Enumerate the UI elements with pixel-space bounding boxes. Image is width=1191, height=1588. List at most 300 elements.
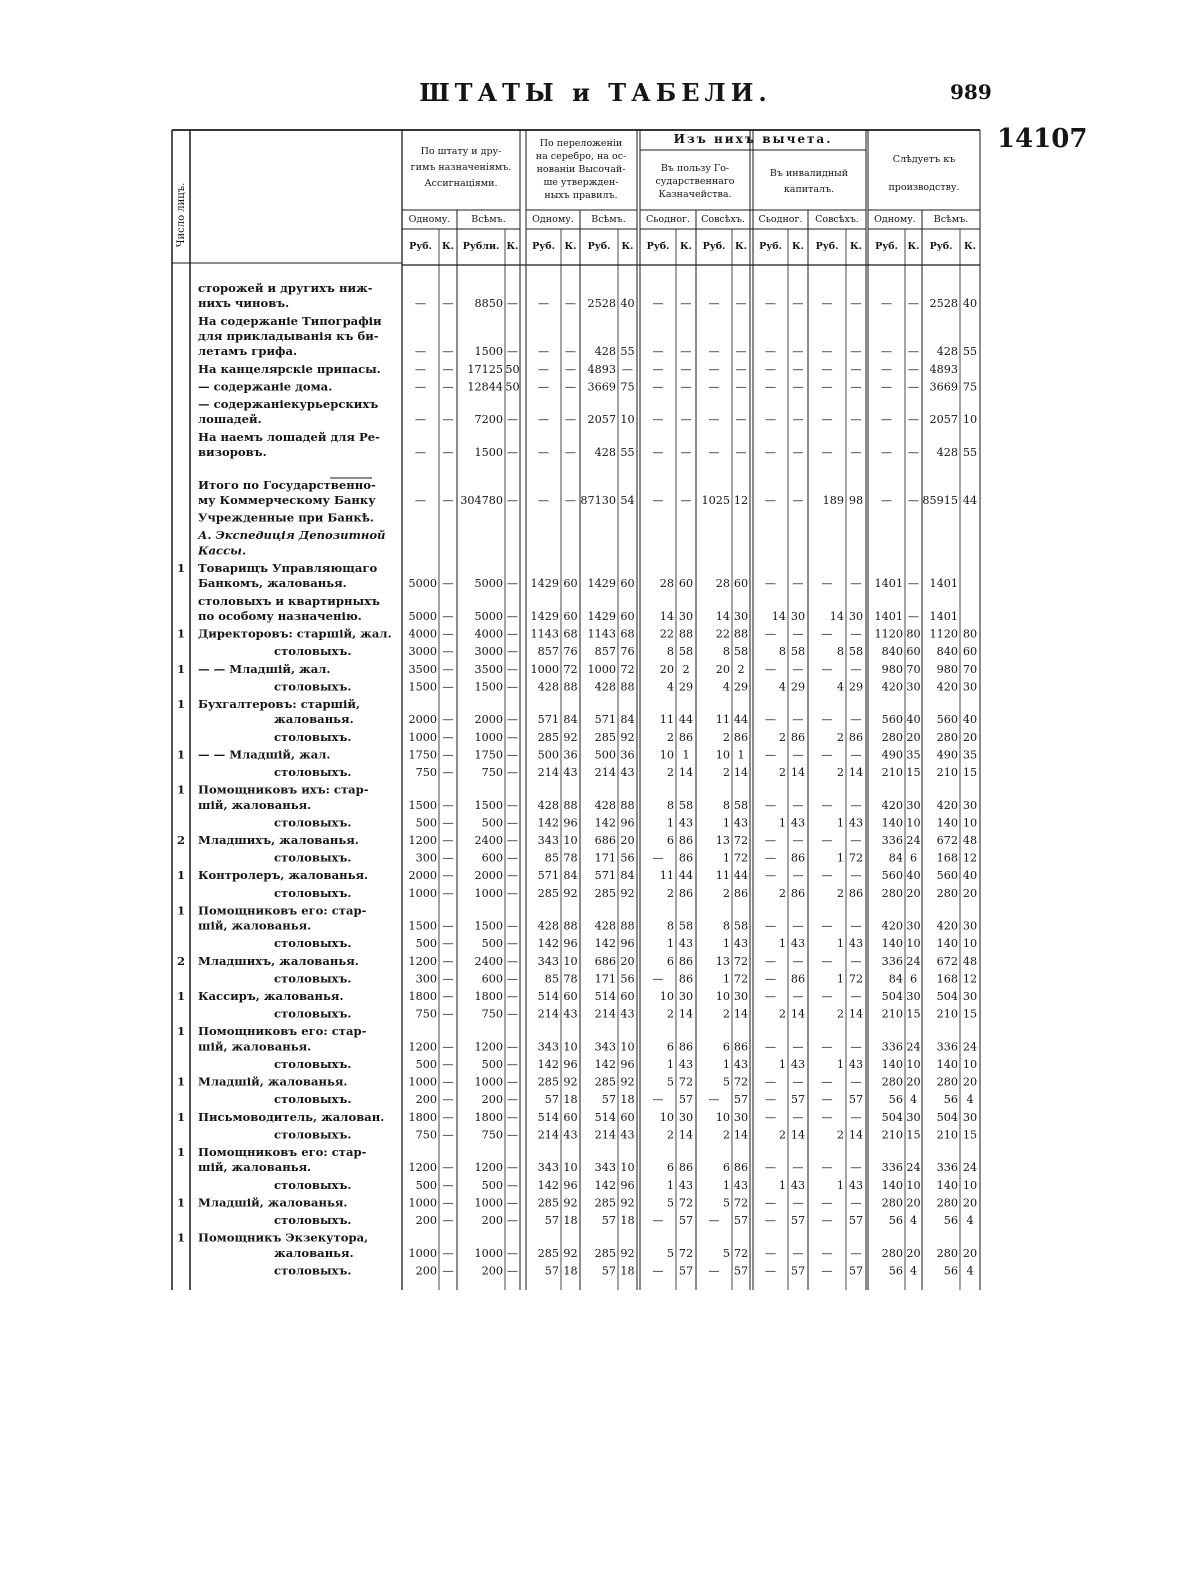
cell-value: 4 <box>909 1214 918 1227</box>
cell-value: 30 <box>906 798 921 812</box>
cell-dash: — <box>792 1110 804 1124</box>
subheader-label: Одному. <box>408 214 451 225</box>
cell-value: 15 <box>906 1007 921 1021</box>
cell-value: 142 <box>537 816 559 830</box>
cell-value: 92 <box>620 886 635 900</box>
cell-dash: — <box>792 869 804 883</box>
cell-dash: — <box>821 1040 833 1054</box>
cell-value: 140 <box>881 816 903 830</box>
cell-value: 88 <box>620 680 635 694</box>
cell-value: 1143 <box>530 627 559 641</box>
cell-dash: — <box>652 446 664 459</box>
cell-value: 1120 <box>874 627 903 641</box>
cell-value: 60 <box>678 577 694 591</box>
row-description: визоровъ. <box>198 445 267 459</box>
cell-value: 5 <box>666 1246 674 1260</box>
cell-value: 56 <box>943 1093 958 1107</box>
cell-dash: — <box>680 345 692 359</box>
cell-dash: — <box>652 362 664 376</box>
cell-value: 60 <box>563 577 578 591</box>
cell-value: 84 <box>563 713 578 727</box>
row-description: Письмоводитель, жалован. <box>198 1109 385 1124</box>
cell-dash: — <box>792 297 804 311</box>
cell-dash: — <box>506 816 519 830</box>
cell-value: 210 <box>936 766 958 779</box>
cell-value: 280 <box>936 1196 958 1210</box>
cell-value: 420 <box>936 798 958 812</box>
cell-dash: — <box>442 886 454 900</box>
cell-value: 86 <box>678 954 694 968</box>
cell-dash: — <box>792 1246 804 1260</box>
unit-label: К. <box>506 241 519 252</box>
cell-value: 428 <box>594 345 616 359</box>
cell-dash: — <box>506 954 519 968</box>
row-count: 1 <box>176 626 186 641</box>
cell-value: 1429 <box>587 577 616 591</box>
cell-value: 11 <box>659 713 674 727</box>
cell-value: 44 <box>678 713 694 727</box>
cell-dash: — <box>821 413 833 427</box>
cell-value: 200 <box>481 1093 503 1107</box>
cell-value: 12844 <box>467 380 503 394</box>
cell-value: 1200 <box>408 954 437 968</box>
row-description: — — Младшій, жал. <box>198 661 331 676</box>
cell-value: 2 <box>778 730 786 744</box>
cell-value: 40 <box>906 713 921 727</box>
cell-value: 1401 <box>929 577 958 591</box>
cell-value: 560 <box>881 869 903 883</box>
cell-value: 24 <box>962 1161 978 1175</box>
cell-value: 43 <box>678 937 694 951</box>
cell-value: 14 <box>733 1128 749 1142</box>
cell-dash: — <box>821 1196 833 1210</box>
row-description: — — Младшій, жал. <box>198 747 331 762</box>
cell-value: 285 <box>594 1075 616 1089</box>
cell-value: 58 <box>678 798 694 812</box>
cell-dash: — <box>537 362 550 376</box>
cell-value: 84 <box>620 869 635 883</box>
row-count: 1 <box>176 782 186 797</box>
cell-dash: — <box>821 1093 833 1107</box>
cell-dash: — <box>506 680 519 694</box>
cell-value: 20 <box>620 954 635 968</box>
cell-value: 4000 <box>408 627 437 641</box>
cell-value: 500 <box>415 1058 437 1071</box>
unit-label: Руб. <box>409 241 432 252</box>
cell-value: 70 <box>962 662 978 676</box>
cell-dash: — <box>506 919 519 933</box>
cell-value: 686 <box>594 834 616 847</box>
cell-value: 86 <box>790 972 806 986</box>
cell-dash: — <box>907 494 920 507</box>
cell-dash: — <box>850 627 862 641</box>
cell-value: 1 <box>666 937 674 951</box>
cell-value: 30 <box>962 680 978 694</box>
cell-dash: — <box>850 1040 862 1054</box>
cell-dash: — <box>506 413 519 427</box>
row-count: 1 <box>176 1109 186 1124</box>
side-number: 14107 <box>997 124 1088 154</box>
cell-dash: — <box>506 1110 519 1124</box>
cell-dash: — <box>907 446 920 459</box>
cell-value: 2528 <box>929 297 958 311</box>
cell-value: 2000 <box>474 869 503 883</box>
cell-value: 30 <box>962 798 978 812</box>
cell-value: 72 <box>563 662 578 676</box>
cell-value: 30 <box>962 990 978 1003</box>
cell-value: 20 <box>715 662 730 676</box>
cell-value: 168 <box>936 851 958 865</box>
cell-value: 40 <box>620 297 635 311</box>
cell-value: 1000 <box>408 886 437 900</box>
row-description: Помощниковъ ихъ: стар- <box>198 782 369 797</box>
cell-value: 75 <box>962 380 978 394</box>
cell-value: 30 <box>678 990 694 1003</box>
cell-dash: — <box>764 413 777 427</box>
cell-value: 1000 <box>474 1196 503 1210</box>
cell-value: 2 <box>722 1007 730 1021</box>
cell-dash: — <box>764 1075 777 1089</box>
cell-dash: — <box>564 446 577 459</box>
unit-label: Руб. <box>875 241 898 252</box>
cell-value: 600 <box>481 972 503 986</box>
row-description: Итого по Государственно- <box>198 477 376 492</box>
cell-dash: — <box>792 990 804 1003</box>
cell-dash: — <box>506 834 519 847</box>
cell-value: 280 <box>881 1075 903 1089</box>
cell-value: 142 <box>594 816 616 830</box>
cell-dash: — <box>764 446 777 459</box>
cell-value: 24 <box>962 1040 978 1054</box>
cell-value: 43 <box>733 1058 749 1071</box>
cell-value: 3669 <box>587 380 616 394</box>
cell-value: 56 <box>943 1214 958 1227</box>
unit-label: Руб. <box>759 241 782 252</box>
cell-dash: — <box>442 869 454 883</box>
cell-value: 11 <box>715 713 730 727</box>
cell-dash: — <box>506 1196 519 1210</box>
row-count: 1 <box>176 1145 186 1159</box>
cell-value: 72 <box>678 1246 694 1260</box>
cell-dash: — <box>442 494 454 507</box>
cell-value: 420 <box>936 680 958 694</box>
cell-value: 88 <box>563 798 578 812</box>
row-description: столовыхъ. <box>274 679 352 694</box>
cell-value: 2000 <box>474 713 503 727</box>
cell-value: 86 <box>733 1040 749 1054</box>
cell-dash: — <box>414 297 427 311</box>
unit-label: К. <box>442 241 454 252</box>
cell-dash: — <box>850 1196 862 1210</box>
cell-value: 5000 <box>474 610 503 623</box>
cell-dash: — <box>850 1075 862 1089</box>
page-title: ШТАТЫ и ТАБЕЛИ. <box>419 78 772 107</box>
cell-value: 86 <box>678 851 694 865</box>
cell-value: 10 <box>563 1040 578 1054</box>
cell-value: 280 <box>881 730 903 744</box>
cell-value: 17125 <box>467 362 503 376</box>
cell-value: 2 <box>836 766 844 779</box>
cell-value: 214 <box>594 1007 616 1021</box>
cell-value: 750 <box>481 766 503 779</box>
subheader-label: Сьодног. <box>758 214 803 225</box>
cell-dash: — <box>506 610 519 623</box>
cell-value: 1200 <box>408 834 437 847</box>
cell-value: 5 <box>722 1246 730 1260</box>
cell-dash: — <box>506 990 519 1003</box>
cell-value: 20 <box>906 730 921 744</box>
cell-value: 8 <box>666 645 674 659</box>
cell-value: 84 <box>888 851 903 865</box>
cell-dash: — <box>821 748 833 762</box>
cell-value: 1 <box>722 937 730 951</box>
cell-dash: — <box>442 1264 454 1278</box>
cell-value: 30 <box>848 610 864 623</box>
cell-value: 14 <box>848 1007 864 1021</box>
cell-value: 92 <box>563 730 578 744</box>
cell-value: 24 <box>906 954 921 968</box>
cell-value: 10 <box>659 1110 674 1124</box>
cell-value: 98 <box>848 494 864 507</box>
cell-value: 58 <box>733 919 749 933</box>
unit-label: Руб. <box>815 241 839 252</box>
cell-value: 10 <box>906 816 921 830</box>
header-silver: нованіи Высочай- <box>536 164 626 175</box>
cell-value: 750 <box>415 766 437 779</box>
header-invalid: капиталъ. <box>783 184 835 195</box>
cell-value: 1 <box>836 1058 844 1071</box>
cell-value: 285 <box>537 886 559 900</box>
cell-value: 4 <box>666 680 674 694</box>
cell-value: 4 <box>836 680 844 694</box>
cell-value: 2 <box>666 766 674 779</box>
cell-value: 58 <box>678 919 694 933</box>
cell-value: 57 <box>601 1214 616 1227</box>
cell-value: 142 <box>537 937 559 951</box>
cell-value: 214 <box>594 766 616 779</box>
row-count: 1 <box>176 903 186 918</box>
cell-value: 57 <box>544 1214 559 1227</box>
cell-value: 2 <box>836 1128 844 1142</box>
cell-value: 30 <box>906 919 921 933</box>
cell-value: 140 <box>936 937 958 951</box>
cell-value: 285 <box>594 1196 616 1210</box>
cell-dash: — <box>764 345 777 359</box>
cell-value: 214 <box>537 1007 559 1021</box>
cell-value: 285 <box>537 1196 559 1210</box>
row-description: шій, жалованья. <box>198 1160 312 1175</box>
cell-value: 92 <box>620 1196 635 1210</box>
row-description: Младшихъ, жалованья. <box>198 833 359 847</box>
subheader-label: Одному. <box>874 214 916 225</box>
cell-value: 1 <box>666 1178 674 1192</box>
cell-dash: — <box>564 345 577 359</box>
cell-value: 500 <box>481 1058 503 1071</box>
cell-value: 54 <box>620 494 635 507</box>
cell-value: 8 <box>666 919 674 933</box>
cell-value: 500 <box>481 1178 503 1192</box>
cell-value: 4000 <box>474 627 503 641</box>
cell-value: 200 <box>415 1264 437 1278</box>
cell-value: 60 <box>906 645 921 659</box>
cell-value: 96 <box>563 1178 578 1192</box>
cell-value: 1 <box>666 1058 674 1071</box>
cell-value: 10 <box>620 1040 635 1054</box>
cell-value: 14 <box>790 1007 806 1021</box>
cell-dash: — <box>537 494 550 507</box>
cell-value: 57 <box>678 1264 694 1278</box>
cell-value: 490 <box>881 748 903 762</box>
cell-dash: — <box>414 446 427 459</box>
cell-dash: — <box>850 990 862 1003</box>
row-description: Товарищъ Управляющаго <box>198 561 378 575</box>
cell-dash: — <box>821 345 833 359</box>
cell-value: 285 <box>594 730 616 744</box>
cell-value: 40 <box>906 869 921 883</box>
cell-dash: — <box>680 380 692 394</box>
row-description: На канцелярскіе припасы. <box>198 361 381 376</box>
header-silver: ше утвержден- <box>543 177 619 188</box>
row-description: столовыхъ. <box>274 1006 352 1021</box>
cell-value: 85 <box>544 851 559 865</box>
cell-dash: — <box>792 713 804 727</box>
subheader-label: Одному. <box>532 214 574 225</box>
cell-value: 55 <box>620 345 635 359</box>
cell-value: 43 <box>790 937 806 951</box>
cell-value: 40 <box>962 713 978 727</box>
cell-dash: — <box>442 1110 454 1124</box>
cell-value: 56 <box>888 1093 903 1107</box>
cell-value: 14 <box>678 1007 694 1021</box>
cell-value: 29 <box>790 680 806 694</box>
cell-value: 86 <box>678 1040 694 1054</box>
cell-value: 60 <box>620 990 635 1003</box>
cell-value: 1500 <box>408 680 437 694</box>
cell-value: 10 <box>962 1058 978 1071</box>
cell-value: 12 <box>733 494 749 507</box>
unit-label: К. <box>907 241 920 252</box>
row-description: столовыхъ. <box>274 1213 352 1227</box>
cell-dash: — <box>850 297 862 311</box>
cell-dash: — <box>680 297 692 311</box>
cell-dash: — <box>442 748 454 762</box>
cell-value: 8 <box>722 798 730 812</box>
cell-value: 72 <box>733 834 749 847</box>
row-description: Помощникъ Экзекутора, <box>198 1230 369 1245</box>
cell-value: 57 <box>790 1214 806 1227</box>
cell-value: 86 <box>733 730 749 744</box>
cell-value: 672 <box>936 954 958 968</box>
cell-value: 1000 <box>474 886 503 900</box>
cell-value: 10 <box>906 1058 921 1071</box>
cell-dash: — <box>850 362 862 376</box>
cell-value: 142 <box>594 937 616 951</box>
row-count: 2 <box>176 833 186 847</box>
cell-value: 1120 <box>929 627 958 641</box>
cell-dash: — <box>442 766 454 779</box>
cell-value: 1401 <box>874 577 903 591</box>
cell-dash: — <box>792 362 804 376</box>
cell-value: 10 <box>715 1110 730 1124</box>
cell-value: 343 <box>537 1040 559 1054</box>
cell-value: 3000 <box>474 645 503 659</box>
cell-value: 1025 <box>701 494 730 507</box>
cell-dash: — <box>821 919 833 933</box>
cell-value: 2 <box>682 662 690 676</box>
cell-value: 20 <box>906 1246 921 1260</box>
cell-dash: — <box>821 380 833 394</box>
cell-dash: — <box>764 1264 777 1278</box>
row-description: На содержаніе Типографіи <box>198 313 382 328</box>
row-description: му Коммерческому Банку <box>198 493 376 507</box>
cell-dash: — <box>764 851 777 865</box>
cell-value: 57 <box>790 1093 806 1107</box>
cell-dash: — <box>506 1246 519 1260</box>
cell-value: 6 <box>666 1161 674 1175</box>
cell-dash: — <box>708 1093 720 1107</box>
cell-dash: — <box>442 362 454 376</box>
cell-value: 1 <box>778 1058 786 1071</box>
cell-value: 1 <box>778 937 786 951</box>
cell-value: 1000 <box>408 730 437 744</box>
cell-dash: — <box>442 954 454 968</box>
cell-dash: — <box>907 380 920 394</box>
cell-value: 56 <box>888 1214 903 1227</box>
row-description: Бухгалтеровъ: старшій, <box>198 697 361 711</box>
cell-dash: — <box>821 1110 833 1124</box>
cell-dash: — <box>850 662 862 676</box>
cell-value: 58 <box>848 645 864 659</box>
cell-dash: — <box>537 413 550 427</box>
cell-dash: — <box>506 1058 519 1071</box>
cell-value: 2 <box>737 662 745 676</box>
cell-value: 1000 <box>474 1075 503 1089</box>
cell-dash: — <box>850 577 862 591</box>
cell-value: 86 <box>848 730 864 744</box>
cell-value: 43 <box>563 1128 578 1142</box>
cell-value: 72 <box>678 1075 694 1089</box>
cell-value: 92 <box>563 1246 578 1260</box>
cell-value: 14 <box>733 766 749 779</box>
cell-value: 1500 <box>408 798 437 812</box>
unit-label: Руб. <box>532 241 555 252</box>
cell-value: 86 <box>733 886 749 900</box>
cell-value: 2 <box>722 730 730 744</box>
cell-dash: — <box>764 627 777 641</box>
cell-value: 29 <box>848 680 864 694</box>
cell-value: 8850 <box>474 297 503 311</box>
cell-dash: — <box>442 345 454 359</box>
cell-dash: — <box>708 1264 720 1278</box>
cell-value: 48 <box>962 834 978 847</box>
cell-value: 285 <box>594 1246 616 1260</box>
cell-dash: — <box>764 577 777 591</box>
cell-value: 30 <box>906 1110 921 1124</box>
cell-value: 1 <box>666 816 674 830</box>
cell-dash: — <box>506 345 519 359</box>
cell-value: 43 <box>733 816 749 830</box>
cell-value: 1 <box>836 816 844 830</box>
row-count: 1 <box>176 661 186 676</box>
cell-dash: — <box>506 766 519 779</box>
row-description: столовыхъ. <box>274 765 352 779</box>
cell-value: 84 <box>563 869 578 883</box>
cell-dash: — <box>506 1161 519 1175</box>
cell-value: 10 <box>962 816 978 830</box>
cell-value: 72 <box>620 662 635 676</box>
cell-value: 60 <box>563 1110 578 1124</box>
row-description: по особому назначенію. <box>198 609 362 623</box>
